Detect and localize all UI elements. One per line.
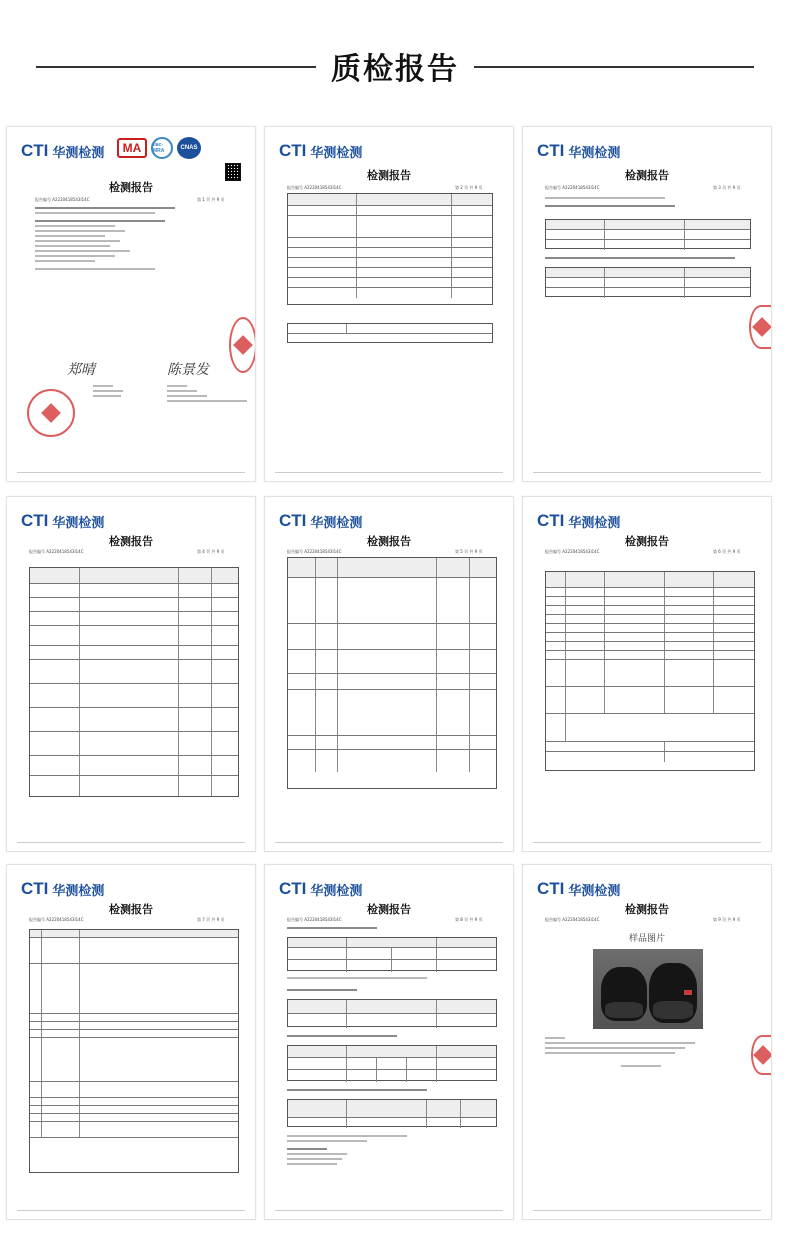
statement-text	[545, 1037, 715, 1057]
cert-icons	[117, 137, 201, 159]
page-footer	[275, 472, 503, 475]
page-footer	[275, 842, 503, 845]
cti-logo	[537, 879, 620, 899]
report-page-2	[264, 126, 514, 482]
page-number: 第 2 页 共 9 页	[455, 185, 483, 190]
report-page-3	[522, 126, 772, 482]
remarks	[287, 1135, 437, 1168]
signature-1: 郑晴	[67, 362, 95, 378]
results-table-a	[545, 219, 751, 249]
cti-logo	[279, 511, 362, 531]
table-5	[287, 937, 497, 971]
signer-info-1	[93, 385, 153, 400]
cti-logo-cn: 华测检测	[52, 515, 105, 531]
results-table	[29, 567, 239, 797]
report-title: 检测报告	[367, 169, 411, 182]
cti-logo	[21, 511, 104, 531]
header-rule-left	[36, 66, 316, 68]
cti-logo-cn: 华测检测	[310, 515, 363, 531]
section-8-heading	[287, 1089, 437, 1094]
cti-logo-cn: 华测检测	[568, 883, 621, 899]
report-title: 检测报告	[625, 169, 669, 182]
cti-logo-cn: 华测检测	[568, 145, 621, 161]
section-6-heading	[287, 989, 387, 994]
report-number: 报告编号 A2220418543I14C	[35, 197, 90, 202]
section-5-heading	[287, 927, 387, 932]
cti-logo	[537, 141, 620, 161]
section-7-heading	[287, 1035, 407, 1040]
report-number: 报告编号 A2220418543I14C	[545, 917, 600, 922]
end-of-report	[621, 1065, 681, 1070]
cti-logo-text: CTI	[537, 511, 565, 530]
report-title: 检测报告	[625, 535, 669, 548]
report-title: 检测报告	[109, 535, 153, 548]
page-number: 第 9 页 共 9 页	[713, 917, 741, 922]
cti-logo-text: CTI	[21, 141, 49, 160]
official-stamp	[751, 1035, 772, 1075]
signer-info-2	[167, 385, 247, 405]
table-7	[287, 1045, 497, 1081]
cti-logo-text: CTI	[279, 141, 307, 160]
shoe-left	[601, 967, 647, 1021]
cti-logo	[537, 511, 620, 531]
page-number: 第 3 页 共 9 页	[713, 185, 741, 190]
report-title: 检测报告	[625, 903, 669, 916]
report-page-5	[264, 496, 514, 852]
signature-2: 陈景发	[167, 362, 209, 378]
page-number: 第 7 页 共 9 页	[197, 917, 225, 922]
official-stamp	[229, 317, 256, 373]
section-heading	[545, 197, 745, 210]
cnas-icon: CNAS	[177, 137, 201, 159]
cti-logo	[279, 879, 362, 899]
page-title: 质检报告	[331, 52, 459, 87]
cti-logo	[21, 141, 104, 161]
report-text-block	[35, 207, 185, 273]
report-page-1	[6, 126, 256, 482]
report-number: 报告编号 A2220418543I14C	[545, 185, 600, 190]
official-stamp	[749, 305, 772, 349]
defects-table	[29, 929, 239, 1173]
page-number: 第 4 页 共 9 页	[197, 549, 225, 554]
cti-logo-cn: 华测检测	[310, 883, 363, 899]
page-number: 第 6 页 共 9 页	[713, 549, 741, 554]
cti-logo-text: CTI	[537, 879, 565, 898]
cti-logo	[279, 141, 362, 161]
report-page-8	[264, 864, 514, 1220]
section-heading-2	[545, 257, 745, 262]
page-number: 第 1 页 共 9 页	[197, 197, 225, 202]
report-page-4	[6, 496, 256, 852]
report-page-7	[6, 864, 256, 1220]
report-page-9	[522, 864, 772, 1220]
table-6	[287, 999, 497, 1027]
header-rule-right	[474, 66, 754, 68]
page-number: 第 8 页 共 9 页	[455, 917, 483, 922]
report-number: 报告编号 A2220418543I14C	[287, 917, 342, 922]
results-table	[287, 557, 497, 789]
report-page-6	[522, 496, 772, 852]
page-footer	[533, 842, 761, 845]
cti-logo-text: CTI	[537, 141, 565, 160]
report-number: 报告编号 A2220418543I14C	[287, 185, 342, 190]
page-footer	[275, 1210, 503, 1213]
shoe-right	[649, 963, 697, 1023]
results-table-b	[545, 267, 751, 297]
table-8	[287, 1099, 497, 1127]
cti-logo	[21, 879, 104, 899]
page-footer	[17, 1210, 245, 1213]
report-number: 报告编号 A2220418543I14C	[29, 549, 84, 554]
page-footer	[533, 472, 761, 475]
ilac-icon: ilac-MRA	[151, 137, 173, 159]
results-table	[287, 193, 493, 305]
cti-logo-cn: 华测检测	[568, 515, 621, 531]
report-title: 检测报告	[109, 903, 153, 916]
page-footer	[17, 842, 245, 845]
report-number: 报告编号 A2220418543I14C	[545, 549, 600, 554]
results-table	[545, 571, 755, 771]
report-title: 检测报告	[109, 181, 153, 194]
page-footer	[17, 472, 245, 475]
cti-logo-cn: 华测检测	[52, 145, 105, 161]
cti-logo-text: CTI	[279, 511, 307, 530]
cti-logo-text: CTI	[21, 511, 49, 530]
report-title: 检测报告	[367, 535, 411, 548]
inspection-stamp	[27, 389, 75, 437]
cti-logo-cn: 华测检测	[310, 145, 363, 161]
cti-logo-text: CTI	[279, 879, 307, 898]
page-number: 第 5 页 共 9 页	[455, 549, 483, 554]
report-title: 检测报告	[367, 903, 411, 916]
sample-photo	[593, 949, 703, 1029]
report-number: 报告编号 A2220418543I14C	[287, 549, 342, 554]
note-text	[287, 977, 447, 982]
cti-logo-text: CTI	[21, 879, 49, 898]
sample-photo-title: 样品图片	[628, 934, 665, 944]
page-header	[0, 0, 790, 112]
note-table	[287, 323, 493, 343]
cma-icon: MA	[117, 138, 147, 158]
report-number: 报告编号 A2220418543I14C	[29, 917, 84, 922]
page-footer	[533, 1210, 761, 1213]
cti-logo-cn: 华测检测	[52, 883, 105, 899]
